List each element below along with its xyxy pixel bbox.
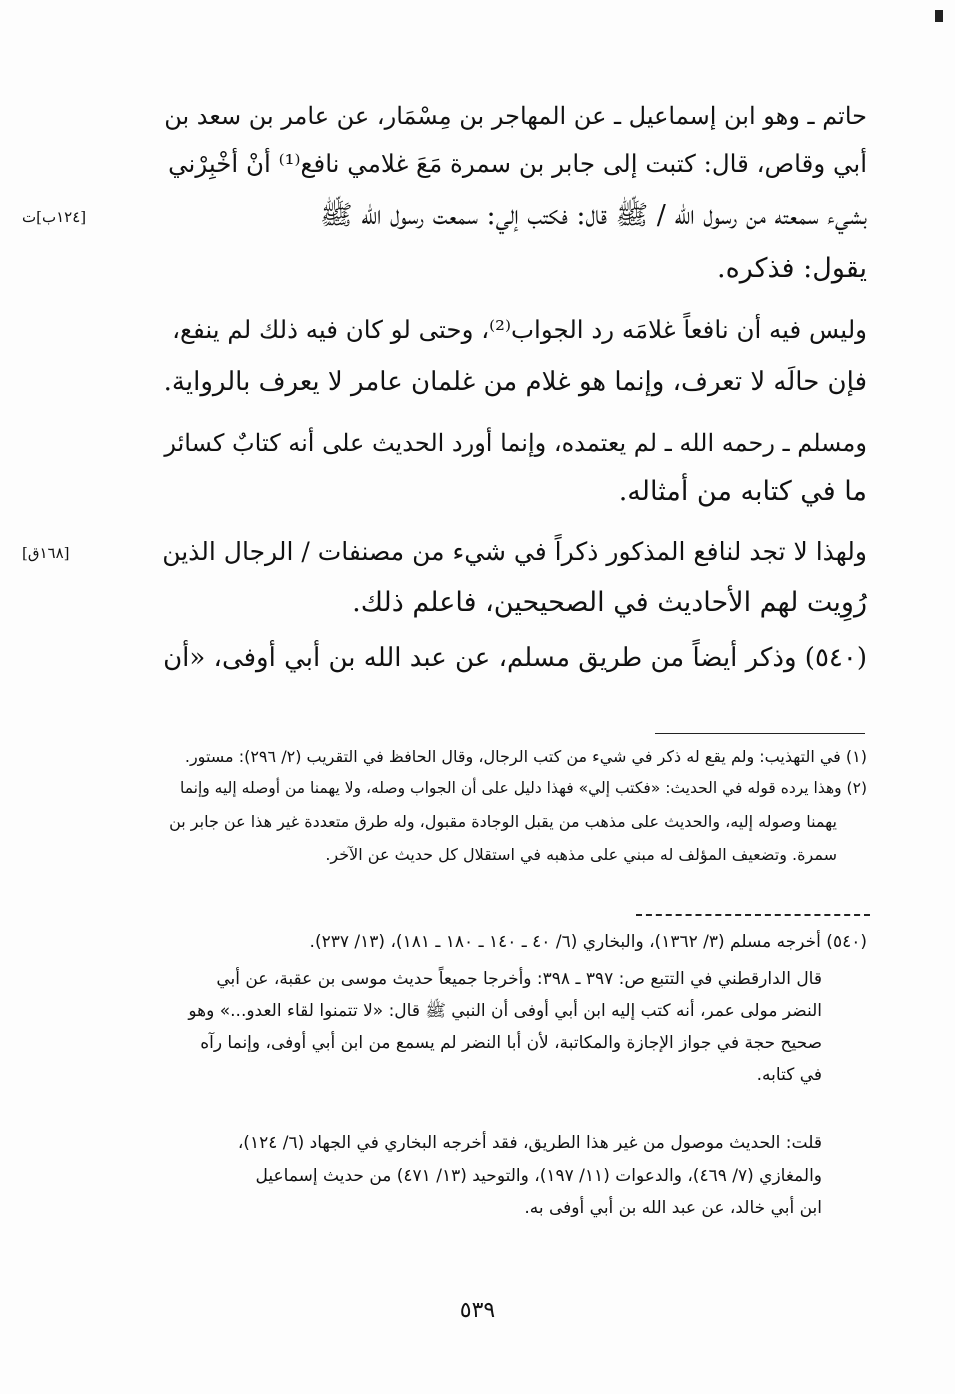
body-line-6: فإن حالَه لا تعرف، وإنما هو غلام من غلمان عامر لا يعرف بالرواية. xyxy=(163,367,867,397)
takhrij-line-5: في كتابه. xyxy=(756,1065,822,1085)
body-line-5: وليس فيه أن نافعاً غلامَه رد الجواب⁽²⁾، وحتى لو كان فيه ذلك لم ينفع، xyxy=(172,315,867,344)
margin-note-1: [١٢٤ب]ت xyxy=(22,208,87,226)
takhrij-line-8: ابن أبي خالد، عن عبد الله بن أبي أوفى به. xyxy=(524,1198,822,1218)
footnote-rule xyxy=(655,733,865,734)
footnote-2-cont-1: يهمنا وصوله إليه، والحديث على مذهب من يقبل الوجادة مقبول، وله طرق متعددة غير هذا عن جابر بن xyxy=(169,812,837,831)
body-line-2: أبي وقاص، قال: كتبت إلى جابر بن سمرة مَعَ غلامي نافع⁽¹⁾ أنْ أخْبِرْني xyxy=(168,149,867,178)
body-line-4: يقول: فذكره. xyxy=(717,253,867,284)
body-line-7: ومسلم ـ رحمه الله ـ لم يعتمده، وإنما أورد الحديث على أنه كتابٌ كسائر xyxy=(164,429,867,457)
takhrij-line-2: قال الدارقطني في التتبع ص: ٣٩٧ ـ ٣٩٨: وأخرجا جميعاً حديث موسى بن عقبة، عن أبي xyxy=(216,969,822,989)
footnote-2: (٢) وهذا يرده قوله في الحديث: «فكتب إلي» فهذا دليل على أن الجواب وصله، ولا يهمنا من أوصله إليه وإنما xyxy=(179,779,867,797)
body-line-9: ولهذا لا تجد لنافع المذكور ذكراً في شيء من مصنفات / الرجال الذين xyxy=(162,537,867,566)
page-number: ٥٣٩ xyxy=(459,1298,496,1323)
margin-note-2: [١٦٨ق] xyxy=(22,544,70,562)
body-line-3: بشيء سمعته من رسول الله / ﷺ قال: فكتب إلي: سمعت رسول الله ﷺ xyxy=(320,200,867,231)
takhrij-line-7: والمغازي (٧/ ٤٦٩)، والدعوات (١١/ ١٩٧)، والتوحيد (١٣/ ٤٧١) من حديث إسماعيل xyxy=(255,1166,822,1186)
takhrij-line-6: قلت: الحديث موصول من غير هذا الطريق، فقد أخرجه البخاري في الجهاد (٦/ ١٢٤)، xyxy=(237,1133,822,1153)
body-line-11: (٥٤٠) وذكر أيضاً من طريق مسلم، عن عبد الله بن أبي أوفى، «أن xyxy=(163,643,867,673)
body-line-8: ما في كتابه من أمثاله. xyxy=(618,476,867,507)
takhrij-rule xyxy=(636,914,870,916)
takhrij-line-3: النضر مولى عمر، أنه كتب إليه ابن أبي أوفى أن النبي ﷺ قال: «لا تتمنوا لقاء العدو...» وهو xyxy=(188,1001,822,1021)
body-line-1: حاتم ـ وهو ابن إسماعيل ـ عن المهاجر بن مِسْمَار، عن عامر بن سعد بن xyxy=(164,102,867,130)
takhrij-line-4: صحيح حجة في جواز الإجازة والمكاتبة، لأن أبا النضر لم يسمع من ابن أبي أوفى، وإنما رآه xyxy=(200,1033,822,1053)
takhrij-line-1: (٥٤٠) أخرجه مسلم (٣/ ١٣٦٢)، والبخاري (٦/ ٤٠ ـ ١٤٠ ـ ١٨٠ ـ ١٨١)، (١٣/ ٢٣٧). xyxy=(309,932,867,952)
footnote-2-cont-2: سمرة. وتضعيف المؤلف له مبني على مذهبه في استقلال كل حديث عن الآخر. xyxy=(325,845,837,864)
corner-mark xyxy=(935,10,943,22)
body-line-10: رُوِيت لهم الأحاديث في الصحيحين، فاعلم ذلك. xyxy=(352,587,867,618)
footnote-1: (١) في التهذيب: ولم يقع له ذكر في شيء من كتب الرجال، وقال الحافظ في التقريب (٢/ ٢٩٦): مستور. xyxy=(184,747,867,766)
